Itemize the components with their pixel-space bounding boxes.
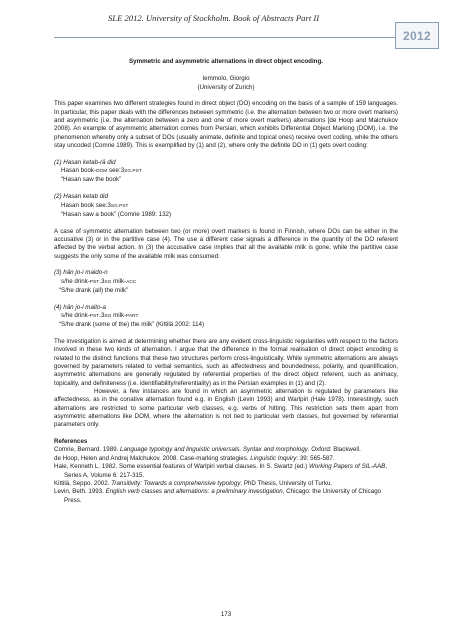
intro-paragraph: This paper examines two different strategies found in direct object (DO) encoding on the basis of a sample of 159 languages. In particular, this paper deals with the differences between symmetric (i.e. the alternation between two or more overt markers) and asymmetric (i.e. the alternation between a zero and one of more overt markers) alternations [de Hoop and Malchukov 2008). An example of asymmetric alternation comes from Persian, which exhibits Differential Object Marking (DOM), i.e. the phenomenon whereby only a subset of DOs (usually animate, definite and topical ones) receive overt coding, while the others stay uncoded (Comrie 1989). This is exemplified by (1) and (2), where only the definite DO in (1) gets overt coding: <box>54 100 398 150</box>
example-1-translation: “Hasan saw the book” <box>61 176 122 184</box>
example-4-translation: “S/he drank (some of the) the milk” (Kittilä 2002: 114) <box>59 321 205 329</box>
however-paragraph: However, a few instances are found in which an asymmetric alternation is regulated by parameters like affectedness, as in the conative alternation found e.g. in English (Levin 1993) and Warlpiri (Hale 1978). Interestingly, such alternations are restricted to some particular verb classes, e.g. verbs of hitting. This restriction sets them apart from asymmetric alternations like DOM, where the alternation is not tied to particular verb classes, but governed by referential parameters only. <box>54 388 398 429</box>
example-3 <box>54 269 398 295</box>
investigation-paragraph: The investigation is aimed at determining whether there are any evident cross-linguistic regularities with respect to the factors involved in these two kinds of alternation. I argue that the difference in the formal realisation of direct object encoding is related to the distinct functions that these two structures perform cross-linguistically. While symmetric alternations are always governed by parameters related to verbal semantics, such as affectedness and boundedness, polarity, and quantification, asymmetric alternations are generally regulated by referential properties of the direct object referent, such as animacy, topicality, and definiteness (i.e. identifiability/referentiality) as in the Persian examples in (1) and (2). <box>54 338 398 387</box>
running-header: SLE 2012. University of Stockholm. Book of Abstracts Part II <box>108 13 320 23</box>
page-number: 173 <box>220 611 232 618</box>
example-3-gloss: s/he drink-PST.3SG milk-ACC <box>61 277 137 285</box>
example-1 <box>54 159 398 185</box>
example-1-line: (1) Hasan ketab-rā did <box>54 158 116 166</box>
example-4-line: (4) hän jo-i maito-a <box>54 303 106 311</box>
symmetric-paragraph: A case of symmetric alternation between two (or more) overt markers is found in Finnish, where DOs can be either in the accusative (3) or in the partitive case (4). The use a different case signals a difference in the quantity of the DO referent affected by the verbal action. In (3) the accusative case implies that all the available milk is gone, while the partitive case suggests the only some of the available milk was consumed: <box>54 227 398 260</box>
abstract-body <box>54 58 398 505</box>
header-rule <box>54 37 395 38</box>
references-heading: References <box>54 438 88 446</box>
example-4-gloss: s/he drink-PST.3SG milk-PART <box>61 311 139 319</box>
reference-item: Levin, Beth. 1993. English verb classes and alternations: a preliminary investigation, Chicago: the University of Chicago Press. <box>54 488 382 504</box>
reference-item: Comrie, Bernard. 1989. Language typology and linguistic universals. Syntax and morphology. Oxford: Blackwell. <box>54 446 361 454</box>
example-2-gloss: Hasan book see:3SG.PST <box>61 201 129 209</box>
reference-item: Kittilä, Seppo. 2002. Transitivity: Towards a comprehensive typology. PhD Thesis, University of Turku. <box>54 479 333 487</box>
example-2 <box>54 193 398 219</box>
article-title: Symmetric and asymmetric alternations in direct object encoding. <box>129 58 323 65</box>
example-2-translation: “Hasan saw a book” (Comrie 1989: 132) <box>61 210 172 218</box>
author-name: Iemmolo, Giorgio <box>202 75 250 83</box>
example-2-line: (2) Hasan ketab did <box>54 193 108 201</box>
example-3-line: (3) hän jo-i maido-n <box>54 269 108 277</box>
author-affiliation: (University of Zurich) <box>197 83 255 91</box>
example-4 <box>54 304 398 330</box>
year-badge <box>395 22 439 49</box>
reference-item: de Hoop, Helen and Andrej Malchukov. 2008. Case-marking strategies. Linguistic Inquiry: 39: 565-587. <box>54 454 335 462</box>
references-list <box>54 446 398 504</box>
reference-item: Hale, Kenneth L. 1982. Some essential features of Warlpiri verbal clauses. In S. Swartz (ed.) Working Papers of SIL-AAB, Series A, Volume 6: 217-315. <box>54 463 388 479</box>
example-3-translation: “S/he drank (all) the milk” <box>59 286 129 294</box>
example-1-gloss: Hasan book-DOM see:3SG.PST <box>61 167 142 175</box>
year-label: 2012 <box>403 29 431 43</box>
